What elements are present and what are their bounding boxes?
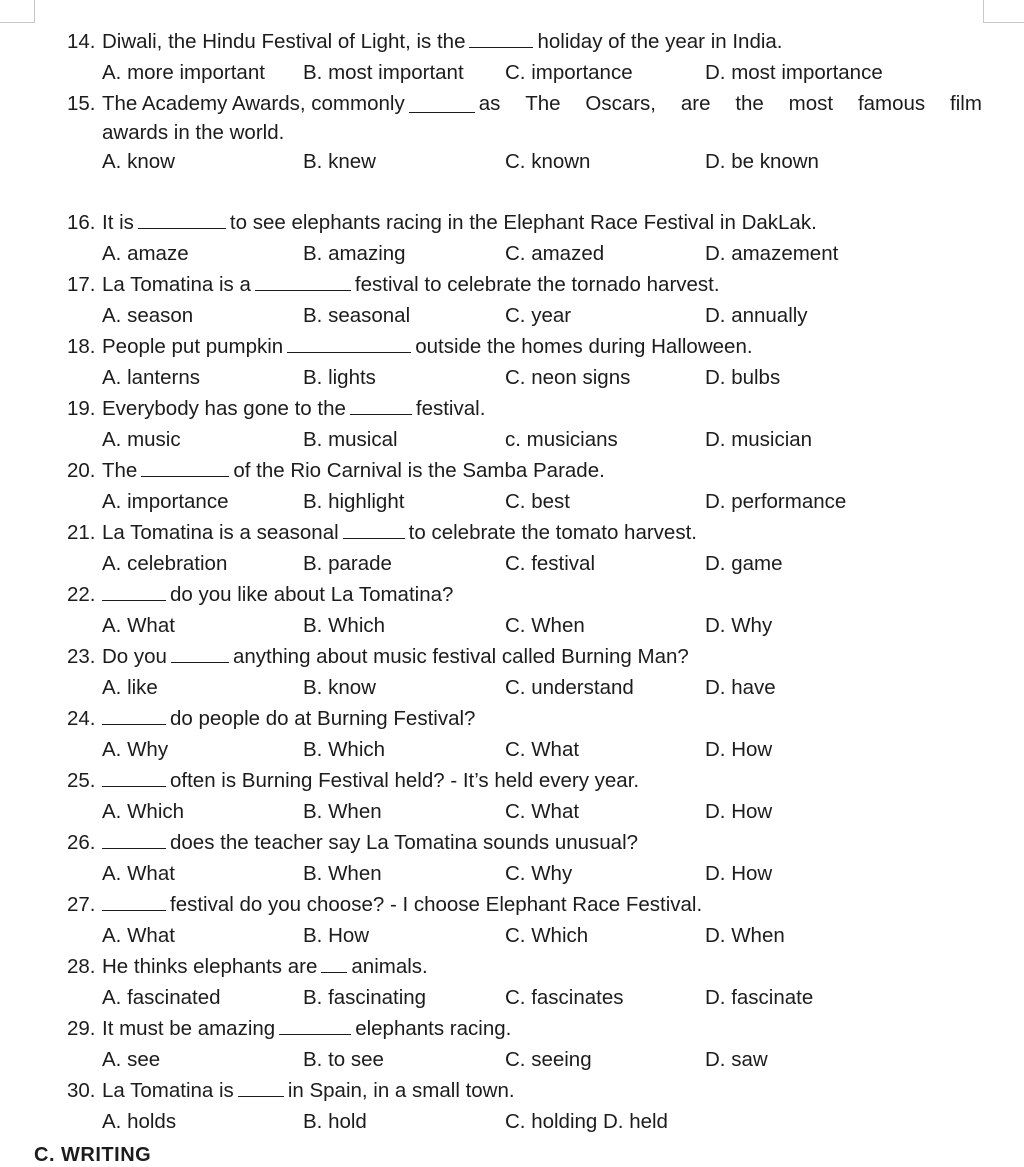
- option-c[interactable]: C. Why: [505, 861, 573, 885]
- option-d[interactable]: D. How: [705, 799, 773, 823]
- question-stem-before: La Tomatina is a: [102, 272, 251, 296]
- question-23: [67, 641, 982, 703]
- word: the: [735, 91, 764, 115]
- question-stem-after: anything about music festival called Burning Man?: [232, 644, 689, 668]
- answer-blank[interactable]: [287, 336, 411, 353]
- option-d[interactable]: D. How: [705, 861, 773, 885]
- option-a[interactable]: A. like: [102, 675, 158, 699]
- options-row: [67, 486, 982, 517]
- option-c[interactable]: C. known: [505, 149, 591, 173]
- question-15: [67, 88, 982, 177]
- question-number: 26.: [67, 830, 96, 854]
- option-a[interactable]: A. What: [102, 861, 175, 885]
- word: The: [525, 91, 561, 115]
- question-stem-after: [479, 92, 982, 116]
- option-d[interactable]: D. have: [705, 675, 776, 699]
- answer-blank[interactable]: [343, 522, 405, 539]
- question-stem-after: festival to celebrate the tornado harvest.: [354, 272, 720, 296]
- option-c[interactable]: C. Which: [505, 923, 589, 947]
- answer-blank[interactable]: [409, 96, 475, 113]
- option-d[interactable]: D. fascinate: [705, 985, 814, 1009]
- option-b[interactable]: B. seasonal: [303, 303, 411, 327]
- question-stem-after: to celebrate the tomato harvest.: [408, 520, 697, 544]
- question-stem-before: Everybody has gone to the: [102, 396, 346, 420]
- question-stem-after: festival do you choose? - I choose Elephant Race Festival.: [170, 892, 703, 916]
- option-b[interactable]: B. hold: [303, 1109, 367, 1133]
- options-row: [67, 858, 982, 889]
- option-d[interactable]: D. annually: [705, 303, 808, 327]
- option-d[interactable]: D. When: [705, 923, 785, 947]
- question-stem-before: It must be amazing: [102, 1016, 276, 1040]
- option-d[interactable]: D. Why: [705, 613, 773, 637]
- option-b[interactable]: B. lights: [303, 365, 376, 389]
- word: as: [478, 91, 501, 115]
- page-corner-mark-left: [0, 0, 35, 23]
- question-text: [102, 521, 982, 545]
- option-c[interactable]: C. understand: [505, 675, 634, 699]
- option-c[interactable]: C. neon signs: [505, 365, 631, 389]
- question-continuation: awards in the world.: [102, 121, 285, 144]
- option-b[interactable]: B. most important: [303, 60, 464, 84]
- option-b[interactable]: B. When: [303, 861, 382, 885]
- question-text: [102, 893, 982, 917]
- question-stem-after: in Spain, in a small town.: [287, 1078, 515, 1102]
- options-row: [67, 57, 982, 88]
- option-d[interactable]: D. saw: [705, 1047, 768, 1071]
- question-20: [67, 455, 982, 517]
- question-text: [102, 273, 982, 297]
- question-text: [102, 1017, 982, 1041]
- answer-blank[interactable]: [469, 31, 533, 48]
- option-a[interactable]: A. music: [102, 427, 181, 451]
- option-b[interactable]: B. Which: [303, 737, 386, 761]
- answer-blank[interactable]: [279, 1018, 351, 1035]
- question-14: [67, 26, 982, 88]
- option-c[interactable]: C. When: [505, 613, 585, 637]
- question-text: [102, 1079, 982, 1103]
- answer-blank[interactable]: [102, 708, 166, 725]
- question-text: [102, 645, 982, 669]
- option-c[interactable]: C. What: [505, 799, 580, 823]
- answer-blank[interactable]: [102, 894, 166, 911]
- question-25: [67, 765, 982, 827]
- option-a[interactable]: A. importance: [102, 489, 229, 513]
- question-stem-after: of the Rio Carnival is the Samba Parade.: [233, 458, 605, 482]
- question-number: 22.: [67, 582, 96, 606]
- question-number: 15.: [67, 91, 96, 115]
- option-c[interactable]: C. What: [505, 737, 580, 761]
- options-row: [67, 920, 982, 951]
- answer-blank[interactable]: [171, 646, 229, 663]
- question-number: 18.: [67, 334, 96, 358]
- question-number: 21.: [67, 520, 96, 544]
- options-row: [67, 1106, 982, 1137]
- question-stem-after: often is Burning Festival held? - It’s held every year.: [170, 768, 640, 792]
- option-d[interactable]: D. bulbs: [705, 365, 781, 389]
- option-c[interactable]: C. year: [505, 303, 572, 327]
- option-b[interactable]: B. knew: [303, 149, 376, 173]
- answer-blank[interactable]: [102, 832, 166, 849]
- option-b[interactable]: B. know: [303, 675, 376, 699]
- option-a[interactable]: A. holds: [102, 1109, 177, 1133]
- question-stem-after: to see elephants racing in the Elephant Race Festival in DakLak.: [229, 210, 817, 234]
- question-number: 27.: [67, 892, 96, 916]
- option-c[interactable]: C. best: [505, 489, 570, 513]
- options-row: [67, 1044, 982, 1075]
- question-29: [67, 1013, 982, 1075]
- question-number: 17.: [67, 272, 96, 296]
- word: famous: [857, 91, 926, 115]
- question-18: [67, 331, 982, 393]
- option-b[interactable]: B. amazing: [303, 241, 406, 265]
- option-c[interactable]: c. musicians: [505, 427, 618, 451]
- question-26: [67, 827, 982, 889]
- question-27: [67, 889, 982, 951]
- option-b[interactable]: B. When: [303, 799, 382, 823]
- spacer: [67, 177, 982, 207]
- question-stem-before: Do you: [102, 644, 167, 668]
- answer-blank[interactable]: [238, 1080, 284, 1097]
- question-stem-after: does the teacher say La Tomatina sounds unusual?: [170, 830, 639, 854]
- option-a[interactable]: A. Why: [102, 737, 169, 761]
- option-b[interactable]: B. How: [303, 923, 370, 947]
- option-b[interactable]: B. Which: [303, 613, 386, 637]
- question-17: [67, 269, 982, 331]
- question-number: 23.: [67, 644, 96, 668]
- question-stem-before: La Tomatina is a seasonal: [102, 520, 339, 544]
- option-a[interactable]: A. What: [102, 613, 175, 637]
- word: most: [788, 91, 834, 115]
- options-row: [67, 796, 982, 827]
- options-row: [67, 548, 982, 579]
- option-a[interactable]: A. Which: [102, 799, 185, 823]
- question-text: [102, 955, 982, 979]
- option-c[interactable]: C. importance: [505, 60, 633, 84]
- question-text: [102, 335, 982, 359]
- options-row: [67, 146, 982, 177]
- option-a[interactable]: A. celebration: [102, 551, 228, 575]
- option-b[interactable]: B. fascinating: [303, 985, 427, 1009]
- options-row: [67, 672, 982, 703]
- option-d[interactable]: D. amazement: [705, 241, 839, 265]
- options-row: [67, 610, 982, 641]
- option-b[interactable]: B. musical: [303, 427, 398, 451]
- option-d[interactable]: D. performance: [705, 489, 847, 513]
- question-stem-before: He thinks elephants are: [102, 954, 318, 978]
- option-b[interactable]: B. parade: [303, 551, 392, 575]
- question-stem-before: The Academy Awards, commonly: [102, 91, 405, 115]
- question-stem-before: The: [102, 458, 138, 482]
- option-d[interactable]: D. most importance: [705, 60, 883, 84]
- question-text: [102, 92, 982, 116]
- question-number: 16.: [67, 210, 96, 234]
- question-stem-before: It is: [102, 210, 134, 234]
- question-number: 29.: [67, 1016, 96, 1040]
- question-text: [102, 459, 982, 483]
- question-21: [67, 517, 982, 579]
- options-row: [67, 982, 982, 1013]
- question-stem-after: outside the homes during Halloween.: [415, 334, 753, 358]
- question-stem-after: do you like about La Tomatina?: [170, 582, 454, 606]
- question-stem-after: festival.: [415, 396, 486, 420]
- option-c[interactable]: C. fascinates: [505, 985, 624, 1009]
- word: film: [950, 91, 982, 115]
- options-row: [67, 424, 982, 455]
- question-stem-after: do people do at Burning Festival?: [170, 706, 476, 730]
- option-a[interactable]: A. season: [102, 303, 194, 327]
- question-number: 14.: [67, 29, 96, 53]
- options-row: [67, 734, 982, 765]
- options-row: [67, 362, 982, 393]
- question-24: [67, 703, 982, 765]
- question-text: [102, 707, 982, 731]
- option-a[interactable]: A. What: [102, 923, 175, 947]
- question-number: 20.: [67, 458, 96, 482]
- options-row: [67, 300, 982, 331]
- question-text: [102, 583, 982, 607]
- question-number: 28.: [67, 954, 96, 978]
- question-text: [102, 30, 982, 54]
- answer-blank[interactable]: [102, 770, 166, 787]
- answer-blank[interactable]: [255, 274, 351, 291]
- page-corner-mark-right: [983, 0, 1024, 23]
- question-text: [102, 211, 982, 235]
- question-number: 24.: [67, 706, 96, 730]
- answer-blank[interactable]: [321, 956, 347, 973]
- option-a[interactable]: A. see: [102, 1047, 161, 1071]
- question-number: 19.: [67, 396, 96, 420]
- option-a[interactable]: A. amaze: [102, 241, 189, 265]
- option-c[interactable]: C. festival: [505, 551, 595, 575]
- answer-blank[interactable]: [102, 584, 166, 601]
- answer-blank[interactable]: [141, 460, 229, 477]
- question-stem-after: elephants racing.: [355, 1016, 512, 1040]
- question-30: [67, 1075, 982, 1137]
- question-stem-before: People put pumpkin: [102, 334, 284, 358]
- question-stem-before: Diwali, the Hindu Festival of Light, is the: [102, 29, 466, 53]
- answer-blank[interactable]: [138, 212, 226, 229]
- question-stem-after: animals.: [351, 954, 428, 978]
- question-number: 30.: [67, 1078, 96, 1102]
- question-stem-after: holiday of the year in India.: [537, 29, 783, 53]
- option-c[interactable]: C. holding D. held: [505, 1109, 668, 1133]
- option-c[interactable]: C. amazed: [505, 241, 605, 265]
- question-22: [67, 579, 982, 641]
- question-19: [67, 393, 982, 455]
- option-a[interactable]: A. lanterns: [102, 365, 200, 389]
- question-stem-before: La Tomatina is: [102, 1078, 234, 1102]
- option-a[interactable]: A. know: [102, 149, 175, 173]
- option-d[interactable]: D. musician: [705, 427, 813, 451]
- question-16: [67, 207, 982, 269]
- question-text: [102, 831, 982, 855]
- word: are: [680, 91, 711, 115]
- option-a[interactable]: A. more important: [102, 60, 265, 84]
- option-b[interactable]: B. highlight: [303, 489, 405, 513]
- section-heading: C. WRITING: [34, 1144, 152, 1166]
- answer-blank[interactable]: [350, 398, 412, 415]
- word: Oscars,: [585, 91, 656, 115]
- option-a[interactable]: A. fascinated: [102, 985, 221, 1009]
- option-d[interactable]: D. game: [705, 551, 783, 575]
- option-b[interactable]: B. to see: [303, 1047, 384, 1071]
- option-c[interactable]: C. seeing: [505, 1047, 592, 1071]
- question-list: [67, 26, 982, 1137]
- option-d[interactable]: D. How: [705, 737, 773, 761]
- options-row: [67, 238, 982, 269]
- question-number: 25.: [67, 768, 96, 792]
- question-28: [67, 951, 982, 1013]
- question-text: [102, 397, 982, 421]
- option-d[interactable]: D. be known: [705, 149, 819, 173]
- question-text: [102, 769, 982, 793]
